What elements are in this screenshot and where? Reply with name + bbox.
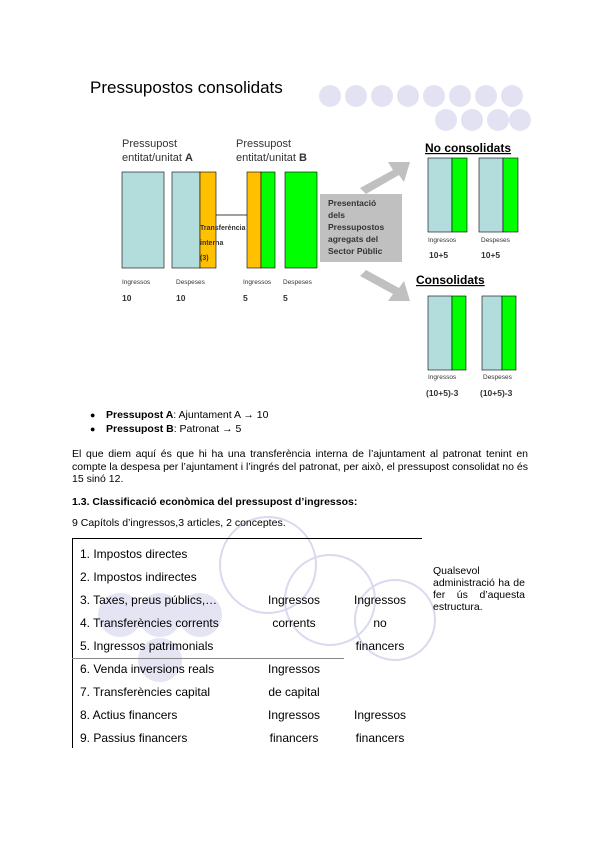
entity-b-line1: Pressupost (236, 138, 292, 150)
group-label: de capital (268, 685, 320, 699)
transfer-label-1: Transferència (200, 225, 246, 232)
nc-income-label: Ingressos (428, 237, 457, 244)
presentation-line-3: Pressupostos (328, 222, 385, 232)
b-income-transfer-bar (247, 172, 261, 268)
b-expense-bar (285, 172, 317, 268)
table-separator (72, 658, 344, 659)
chapter-row: 9. Passius financers (80, 731, 188, 745)
c-income-value: (10+5)-3 (426, 388, 459, 398)
group-label: Ingressos (267, 593, 321, 607)
c-income-bar (428, 296, 452, 370)
bullet-item: ● Pressupost B: Patronat → 5 (90, 422, 268, 436)
consolidated-title: Consolidats (416, 273, 485, 287)
a-income-value: 10 (122, 293, 132, 303)
b-expense-label: Despeses (283, 279, 312, 286)
chapter-row: 3. Taxes, preus públics,… (80, 593, 218, 607)
group-label: Ingressos (267, 662, 321, 676)
group-label: financers (269, 731, 319, 745)
consolidation-diagram (88, 100, 528, 405)
bullet-item: ● Pressupost A: Ajuntament A → 10 (90, 408, 268, 422)
chapter-row: 2. Impostos indirectes (80, 570, 197, 584)
side-note: Qualsevol administració ha de fer ús d’aquesta estructura. (433, 565, 525, 613)
classification-table (72, 538, 422, 748)
entity-b-line2: entitat/unitat B (236, 152, 307, 164)
c-expense-label: Despeses (483, 374, 512, 381)
chapter-row: 5. Ingressos patrimonials (80, 639, 214, 653)
a-expense-label: Despeses (176, 279, 205, 286)
nc-expense-bar (479, 158, 503, 232)
no-consolidated-title: No consolidats (425, 141, 512, 155)
group-label: no (373, 616, 387, 630)
nc-expense-b-bar (503, 158, 518, 232)
group-label: corrents (272, 616, 316, 630)
c-expense-bar (482, 296, 502, 370)
a-income-label: Ingressos (122, 279, 151, 286)
section-heading: 1.3. Classificació econòmica del pressupost d’ingressos: (72, 496, 358, 508)
nc-income-bar (428, 158, 452, 232)
a-income-bar (122, 172, 164, 268)
c-expense-value: (10+5)-3 (480, 388, 513, 398)
table-top-border (72, 538, 422, 539)
nc-income-b-bar (452, 158, 467, 232)
arrow-down-icon (360, 270, 410, 301)
b-income-label: Ingressos (243, 279, 272, 286)
transfer-label-2: interna (200, 240, 224, 247)
c-income-b-bar (452, 296, 466, 370)
a-transfer-bar (200, 172, 216, 268)
presentation-line-1: Presentació (328, 198, 377, 208)
group-label: Ingressos (267, 708, 321, 722)
b-expense-value: 5 (283, 293, 288, 303)
table-left-border (72, 538, 73, 748)
chapter-row: 8. Actius financers (80, 708, 178, 722)
entity-a-line1: Pressupost (122, 138, 178, 150)
presentation-line-5: Sector Públic (328, 246, 383, 256)
c-income-label: Ingressos (428, 374, 457, 381)
nc-expense-label: Despeses (481, 237, 510, 244)
chapter-row: 1. Impostos directes (80, 547, 188, 561)
c-expense-b-bar (502, 296, 516, 370)
arrow-up-icon (360, 162, 410, 194)
b-income-bar (261, 172, 275, 268)
chapter-row: 6. Venda inversions reals (80, 662, 215, 676)
entity-a-line2: entitat/unitat A (122, 152, 193, 164)
bullet-list (90, 408, 268, 436)
explanation-paragraph: El que diem aquí és que hi ha una transferència interna de l’ajuntament al patronat tenint en compte la despesa per l’ajuntament i l’ingrés del patronat, per això, el pressupost consolidat no és 15 sinó 12. (72, 448, 528, 485)
chapters-line: 9 Capítols d’ingressos,3 articles, 2 conceptes. (72, 517, 286, 529)
group-label: financers (355, 731, 405, 745)
page-title: Pressupostos consolidats (90, 78, 283, 97)
group-label: Ingressos (353, 593, 407, 607)
a-expense-bar (172, 172, 200, 268)
presentation-line-4: agregats del (328, 234, 379, 244)
nc-income-value: 10+5 (429, 250, 449, 260)
a-expense-value: 10 (176, 293, 186, 303)
b-income-value: 5 (243, 293, 248, 303)
group-label: Ingressos (353, 708, 407, 722)
chapter-row: 4. Transferències corrents (80, 616, 219, 630)
presentation-line-2: dels (328, 210, 346, 220)
chapter-row: 7. Transferències capital (80, 685, 211, 699)
nc-expense-value: 10+5 (481, 250, 501, 260)
group-label: financers (355, 639, 405, 653)
transfer-label-3: (3) (200, 255, 209, 262)
